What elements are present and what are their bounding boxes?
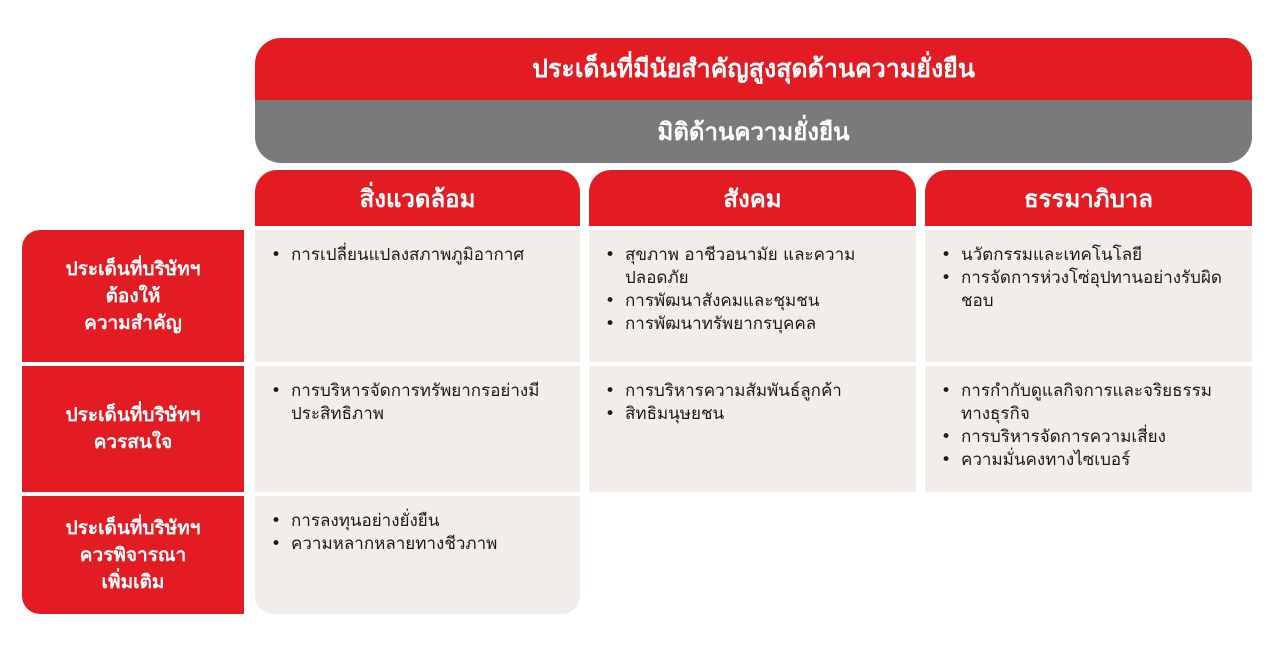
- list-item: • สิทธิมนุษยชน: [603, 403, 900, 426]
- row-header-line: ต้องให้: [105, 284, 161, 307]
- list-item: • สุขภาพ อาชีวอนามัย และความปลอดภัย: [603, 244, 900, 290]
- cell-social-must-prioritize: [589, 230, 916, 362]
- list-item: • การลงทุนอย่างยั่งยืน: [269, 510, 564, 533]
- column-header-environment: สิ่งแวดล้อม: [255, 170, 580, 226]
- list-item: • ความมั่นคงทางไซเบอร์: [939, 449, 1236, 472]
- row-header-must-prioritize: [22, 230, 244, 362]
- row-header-line: ความสำคัญ: [84, 311, 182, 334]
- cell-social-should-consider: [589, 366, 916, 492]
- list-item: • การพัฒนาสังคมและชุมชน: [603, 290, 900, 313]
- list-item: • นวัตกรรมและเทคโนโลยี: [939, 244, 1236, 267]
- list-item: • การเปลี่ยนแปลงสภาพภูมิอากาศ: [269, 244, 564, 267]
- list-item: • ความหลากหลายทางชีวภาพ: [269, 533, 564, 556]
- row-header-line: เพิ่มเติม: [101, 570, 165, 593]
- column-header-social: สังคม: [589, 170, 916, 226]
- matrix-title: ประเด็นที่มีนัยสำคัญสูงสุดด้านความยั่งยืน: [255, 38, 1252, 100]
- list-item: • การกำกับดูแลกิจการและจริยธรรมทางธุรกิจ: [939, 380, 1236, 426]
- cell-governance-must-prioritize: [925, 230, 1252, 362]
- matrix-header: [255, 38, 1252, 163]
- row-header-line: ประเด็นที่บริษัทฯ: [65, 404, 201, 426]
- list-item: • การพัฒนาทรัพยากรบุคคล: [603, 313, 900, 336]
- list-item: • การจัดการห่วงโซ่อุปทานอย่างรับผิดชอบ: [939, 267, 1236, 313]
- list-item: • การบริหารจัดการความเสี่ยง: [939, 426, 1236, 449]
- row-header-line: ประเด็นที่บริษัทฯ: [65, 257, 201, 280]
- cell-environment-should-consider: [255, 366, 580, 492]
- list-item: • การบริหารจัดการทรัพยากรอย่างมีประสิทธิภาพ: [269, 380, 564, 426]
- column-header-governance: ธรรมาภิบาล: [925, 170, 1252, 226]
- list-item: • การบริหารความสัมพันธ์ลูกค้า: [603, 380, 900, 403]
- cell-environment-additional: [255, 496, 580, 614]
- row-header-line: ควรสนใจ: [93, 431, 173, 453]
- row-header-line: ควรพิจารณา: [79, 543, 187, 566]
- row-header-additional: [22, 496, 244, 614]
- cell-governance-should-consider: [925, 366, 1252, 492]
- row-header-should-consider: [22, 366, 244, 492]
- cell-environment-must-prioritize: [255, 230, 580, 362]
- row-header-line: ประเด็นที่บริษัทฯ: [65, 516, 201, 539]
- matrix-subtitle: มิติด้านความยั่งยืน: [255, 100, 1252, 163]
